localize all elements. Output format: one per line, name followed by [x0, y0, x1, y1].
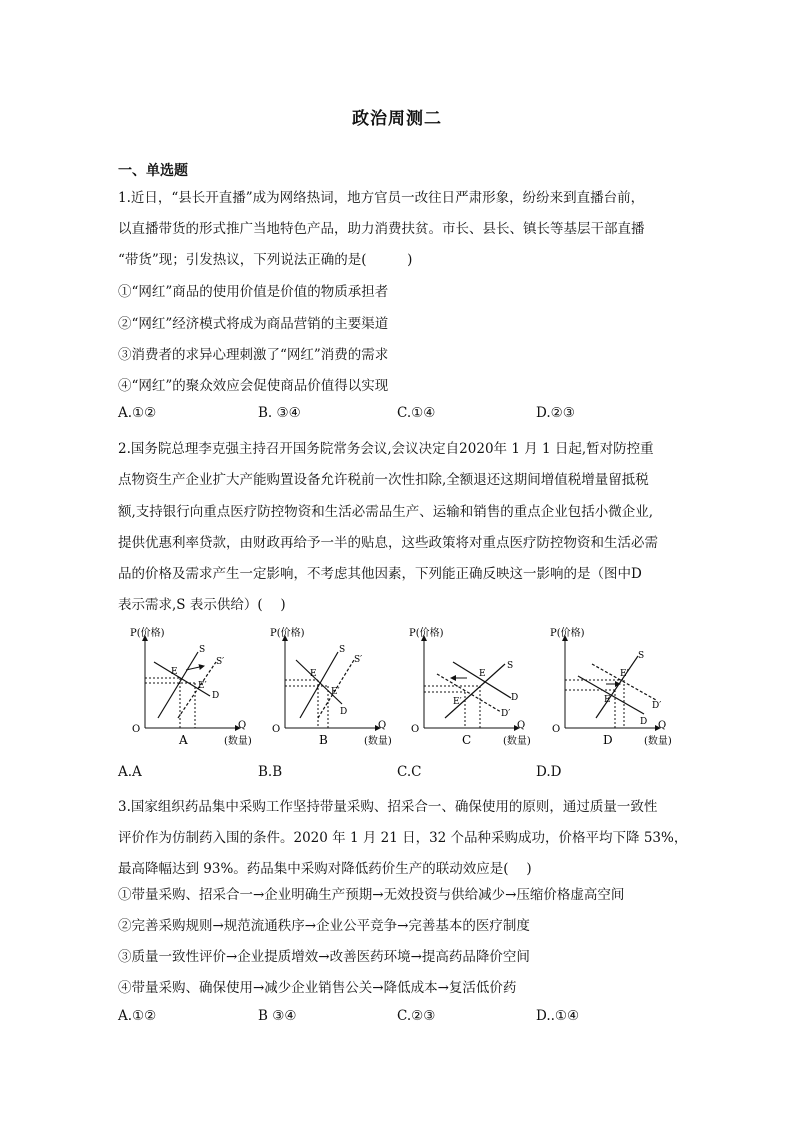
graph-a-label-e: E [171, 667, 178, 677]
graph-c-origin: O [411, 724, 420, 735]
graph-d-xunit: (数量) [644, 736, 672, 747]
graph-d-origin: O [552, 724, 561, 735]
graph-b-label-d: D [340, 707, 348, 717]
graph-a-label-d: D [212, 691, 220, 701]
graph-c-label-d: D [511, 693, 519, 703]
question-1-option: D.②③ [536, 405, 575, 421]
graph-d-ylabel: P(价格) [550, 628, 585, 639]
graph-d-xlabel: Q [658, 720, 667, 731]
graph-d-label-e: E [604, 695, 611, 705]
question-1-line: ①“网红”商品的使用价值是价值的物质承担者 [118, 284, 389, 300]
question-2-option: D.D [536, 764, 562, 780]
question-2-option: C.C [397, 764, 422, 780]
graph-a-supply-s2 [178, 662, 216, 718]
section-heading: 一、单选题 [118, 163, 188, 179]
question-3-option: A.①② [118, 1008, 157, 1024]
question-3-option: D..①④ [536, 1008, 580, 1024]
question-2-line: 表示需求,S 表示供给）( ) [118, 597, 286, 613]
graph-c-supply-s [445, 664, 505, 718]
graph-b-letter: B [319, 733, 328, 747]
graph-c-label-e2: E′ [453, 697, 462, 707]
graph-a-xlabel: Q [238, 720, 247, 731]
graph-c-demand-d2 [437, 674, 501, 712]
graph-c-demand-d [453, 661, 514, 698]
question-1-line: 1.近日，“县长开直播”成为网络热词，地方官员一改往日严肃形象，纷纷来到直播台前， [118, 190, 645, 206]
graph-b-demand-d [296, 660, 342, 704]
question-2-line: 点物资生产企业扩大产能购置设备允许税前一次性扣除,全额退还这期间增值税增量留抵税 [118, 472, 649, 488]
graph-b-origin: O [272, 724, 281, 735]
graph-b [270, 626, 392, 747]
graph-c-label-e: E [479, 669, 486, 679]
question-1-option: A.①② [118, 405, 157, 421]
question-3-line: 评价作为仿制药入围的条件。2020 年 1 月 21 日，32 个品种采购成功，价格平均下降 53%， [118, 830, 688, 846]
graph-a-ylabel: P(价格) [130, 628, 165, 639]
question-3-line: ④带量采购、确保使用→减少企业销售公关→降低成本→复活低价药 [118, 980, 517, 996]
graph-a-label-s2: S′ [216, 657, 225, 667]
graph-c [409, 626, 531, 747]
question-1-option: B. ③④ [258, 405, 301, 421]
question-3-line: 3.国家组织药品集中采购工作坚持带量采购、招采合一、确保使用的原则，通过质量一致性 [118, 799, 658, 815]
graph-b-xunit: (数量) [364, 736, 392, 747]
question-1-option: C.①④ [397, 405, 436, 421]
graph-a-label-e2: E′ [198, 681, 207, 691]
graph-c-xunit: (数量) [503, 736, 531, 747]
question-1-line: ②“网红”经济模式将成为商品营销的主要渠道 [118, 316, 389, 332]
question-2-line: 品的价格及需求产生一定影响，不考虑其他因素，下列能正确反映这一影响的是（图中D [118, 566, 642, 582]
question-3-option: C.②③ [397, 1008, 436, 1024]
graph-c-label-d2: D′ [501, 709, 511, 719]
question-3-option: B ③④ [258, 1008, 297, 1024]
graph-b-label-e2: E′ [331, 687, 340, 697]
graph-d [550, 626, 672, 747]
graph-a-label-s: S [199, 645, 206, 655]
page-title: 政治周测二 [352, 109, 442, 129]
question-3-line: ②完善采购规则→规范流通秩序→企业公平竞争→完善基本的医疗制度 [118, 918, 530, 934]
graph-a-xunit: (数量) [224, 736, 252, 747]
supply-demand-graphs [0, 624, 794, 764]
graph-b-xlabel: Q [378, 720, 387, 731]
graph-d-label-e2: E′ [620, 669, 629, 679]
graph-c-ylabel: P(价格) [409, 628, 444, 639]
graph-b-label-e: E [310, 669, 317, 679]
graph-d-demand-d [578, 676, 644, 714]
question-1-line: 以直播带货的形式推广当地特色产品，助力消费扶贫。市长、县长、镇长等基层干部直播 [118, 221, 645, 237]
graph-d-label-s: S [638, 651, 645, 661]
graph-c-label-s: S [507, 661, 514, 671]
graph-a-origin: O [132, 724, 141, 735]
graph-d-letter: D [603, 733, 613, 747]
graph-b-label-s2: S′ [354, 655, 363, 665]
question-2-line: 提供优惠利率贷款，由财政再给予一半的贴息，这些政策将对重点医疗防控物资和生活必需 [118, 535, 658, 551]
graph-a [130, 626, 252, 747]
graph-b-label-s: S [339, 645, 346, 655]
question-2-line: 2.国务院总理李克强主持召开国务院常务会议,会议决定自2020年 1 月 1 日起,暂对防控重 [118, 441, 654, 457]
graph-b-supply-s [300, 652, 338, 718]
question-1-line: ③消费者的求异心理刺激了“网红”消费的需求 [118, 347, 389, 363]
question-2-option: B.B [258, 764, 283, 780]
graph-c-letter: C [462, 733, 472, 747]
graph-d-label-d: D [640, 717, 648, 727]
question-1-line: “带货”现；引发热议，下列说法正确的是( ) [118, 252, 413, 268]
question-1-line: ④“网红”的聚众效应会促使商品价值得以实现 [118, 378, 389, 394]
question-2-option: A.A [118, 764, 142, 780]
graph-d-label-d2: D′ [652, 701, 662, 711]
graph-c-xlabel: Q [517, 720, 526, 731]
question-3-line: ①带量采购、招采合一→企业明确生产预期→无效投资与供给减少→压缩价格虚高空间 [118, 887, 625, 903]
question-2-line: 额,支持银行向重点医疗防控物资和生活必需品生产、运输和销售的重点企业包括小微企业, [118, 504, 654, 520]
question-3-line: ③质量一致性评价→企业提质增效→改善医药环境→提高药品降价空间 [118, 949, 530, 965]
question-3-line: 最高降幅达到 93%。药品集中采购对降低药价生产的联动效应是( ) [118, 861, 532, 877]
graph-b-ylabel: P(价格) [270, 628, 305, 639]
graph-a-letter: A [179, 733, 188, 747]
